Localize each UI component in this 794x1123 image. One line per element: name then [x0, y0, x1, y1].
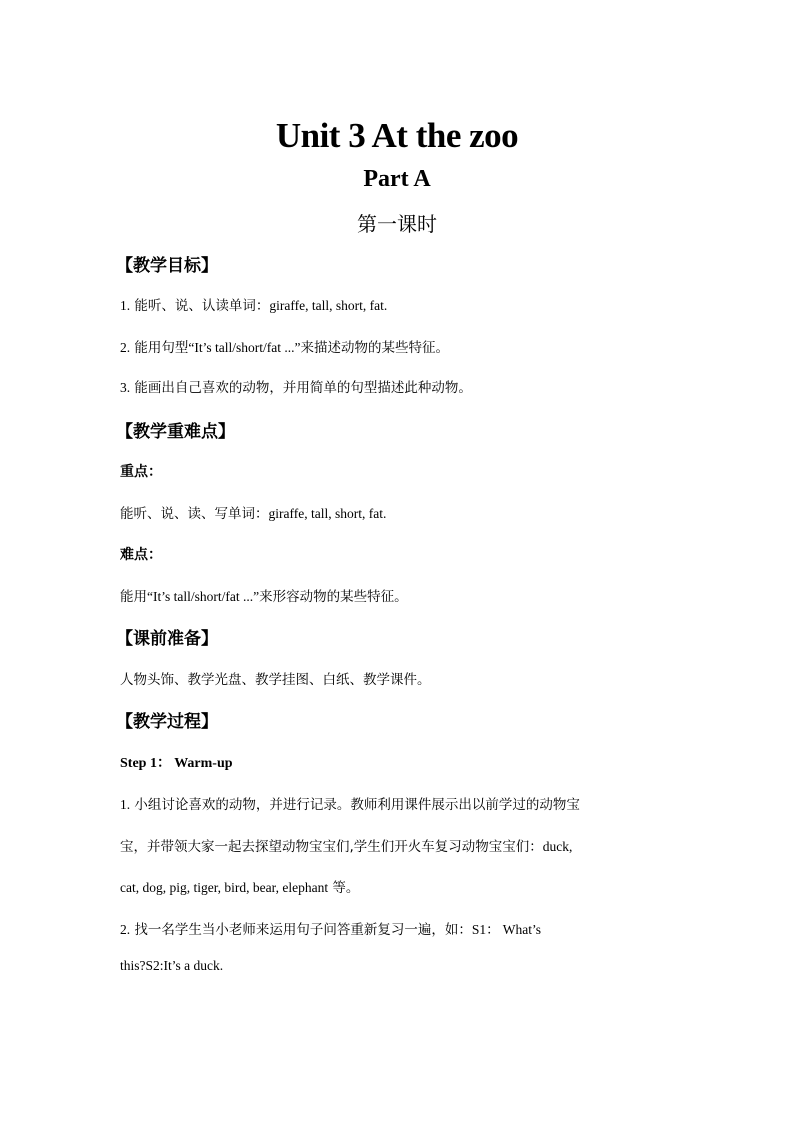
key-point-zh: 能听、说、读、写单词： [120, 506, 269, 522]
objective-text-post: 来描述动物的某些特征。 [300, 340, 450, 356]
difficult-point-zh-pre: 能用 [120, 589, 147, 605]
difficult-point-label: 难点： [120, 547, 162, 563]
paragraph-number: 1. [120, 797, 131, 812]
lesson-title: 第一课时 [357, 212, 437, 236]
process-paragraph-2-line-1 [120, 920, 680, 940]
objective-number: 1. [120, 298, 131, 313]
objective-number: 3. [120, 380, 131, 395]
difficult-point-pattern: “It’s tall/short/fat ...” [147, 589, 260, 604]
process-paragraph-1-line-2 [120, 837, 680, 857]
difficult-point-text [120, 587, 680, 607]
objective-item-2 [120, 338, 680, 358]
process-heading: 【教学过程】 [116, 712, 218, 732]
dialogue-text: S1： What’s [471, 922, 542, 937]
objective-number: 2. [120, 340, 131, 355]
key-point-text [120, 504, 680, 524]
objective-item-1 [120, 296, 680, 316]
process-paragraph-1-line-3 [120, 878, 680, 898]
process-paragraph-1-line-1 [120, 795, 680, 815]
objective-text: 能听、说、认读单词： [134, 298, 270, 314]
step-1-label: Step 1： Warm-up [120, 756, 233, 771]
objective-text: 能画出自己喜欢的动物，并用简单的句型描述此种动物。 [134, 380, 472, 396]
animal-words: cat, dog, pig, tiger, bird, bear, elephant [120, 880, 329, 895]
objective-words: giraffe, tall, short, fat. [269, 298, 388, 313]
paragraph-text: 小组讨论喜欢的动物，并进行记录。教师利用课件展示出以前学过的动物宝 [134, 797, 580, 813]
objective-pattern: “It’s tall/short/fat ...” [188, 340, 301, 355]
key-point-label: 重点： [120, 464, 162, 480]
objective-item-3 [120, 378, 680, 398]
key-points-heading: 【教学重难点】 [116, 422, 235, 442]
paragraph-number: 2. [120, 922, 131, 937]
paragraph-text: 等。 [332, 880, 360, 896]
paragraph-word: duck, [542, 839, 573, 854]
part-title: Part A [363, 166, 431, 192]
key-point-words: giraffe, tall, short, fat. [268, 506, 387, 521]
preparation-heading: 【课前准备】 [116, 629, 218, 649]
paragraph-text: 找一名学生当小老师来运用句子问答重新复习一遍，如： [134, 922, 472, 938]
difficult-point-zh-post: 来形容动物的某些特征。 [259, 589, 408, 605]
objectives-heading: 【教学目标】 [116, 256, 218, 276]
objective-text-pre: 能用句型 [134, 340, 189, 356]
unit-title: Unit 3 At the zoo [275, 116, 519, 155]
dialogue-text: this?S2:It’s a duck. [120, 958, 224, 973]
process-paragraph-2-line-2 [120, 956, 680, 976]
paragraph-text: 宝，并带领大家一起去探望动物宝宝们,学生们开火车复习动物宝宝们： [120, 839, 543, 855]
preparation-text: 人物头饰、教学光盘、教学挂图、白纸、教学课件。 [120, 672, 431, 688]
